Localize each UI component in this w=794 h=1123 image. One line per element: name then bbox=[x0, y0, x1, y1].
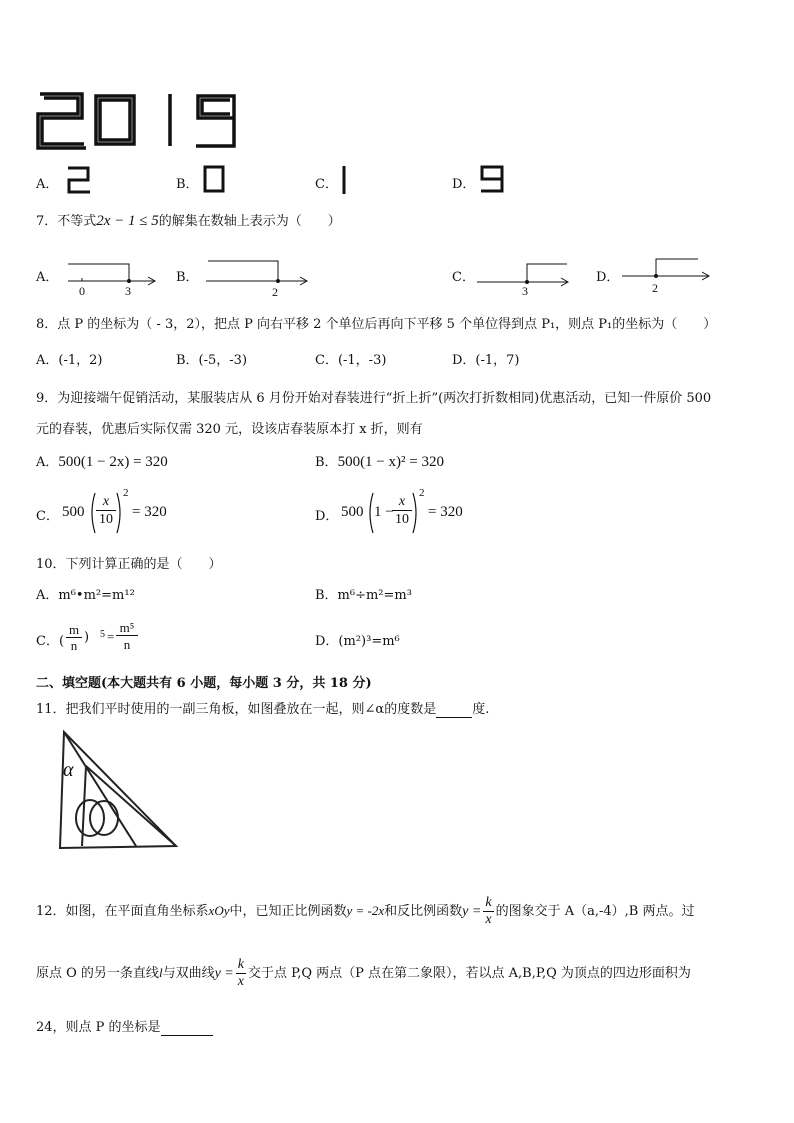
q7-inequality: 2x − 1 ≤ 5 bbox=[96, 213, 159, 229]
q10-c-denominator: n bbox=[70, 638, 78, 653]
digit-9-icon bbox=[478, 163, 506, 195]
q7-option-d-label: D． bbox=[596, 270, 620, 285]
q9-d-one-minus: 1 − bbox=[374, 504, 394, 520]
q12-l2-fn-pre: y = bbox=[214, 966, 234, 981]
q9-d-exponent: 2 bbox=[419, 487, 425, 499]
q10-c-rhs-numerator: m⁵ bbox=[116, 620, 138, 636]
q12-l2-num: k bbox=[237, 957, 244, 972]
q8-option-b: B．(-5，-3) bbox=[176, 353, 248, 368]
q6-option-b-label: B． bbox=[176, 177, 199, 192]
q9-d-denominator: 10 bbox=[395, 512, 409, 527]
q7-a-tick-3: 3 bbox=[125, 284, 131, 298]
q12-fn2-fraction bbox=[483, 895, 493, 928]
q6-option-a-label: A． bbox=[36, 177, 59, 192]
q12-fn2-pre: y = bbox=[462, 904, 482, 919]
q9-c-numerator: x bbox=[96, 493, 116, 511]
q9-stem-line2: 元的春装，优惠后实际仅需 320 元，设该店春装原本打 x 折，则有 bbox=[36, 422, 423, 437]
digits-2019-figure bbox=[36, 88, 246, 150]
q12-answer-blank[interactable] bbox=[161, 1020, 213, 1036]
q12-l2-a: 原点 O 的另一条直线 bbox=[36, 966, 159, 981]
q7-a-tick-0: 0 bbox=[79, 284, 85, 298]
q10-c-equals: = bbox=[107, 629, 115, 644]
q8-option-a: A．(-1，2) bbox=[36, 353, 103, 368]
q12-line2 bbox=[36, 953, 691, 994]
q9-c-denominator: 10 bbox=[99, 512, 113, 527]
q9-c-rhs: = 320 bbox=[132, 504, 167, 520]
q11-alpha-label: α bbox=[63, 759, 74, 781]
q11-text-post: 度. bbox=[472, 702, 490, 717]
q9-d-numerator: x bbox=[392, 493, 412, 511]
digit-2-icon bbox=[66, 165, 92, 195]
q10-c-numerator: m bbox=[66, 622, 82, 638]
q11-answer-blank[interactable] bbox=[436, 702, 472, 718]
q11-text-pre: 11．把我们平时使用的一副三角板，如图叠放在一起，则∠α的度数是 bbox=[36, 702, 437, 717]
q7-suffix: 的解集在数轴上表示为（ ） bbox=[158, 214, 341, 229]
q12-l2-b: 与双曲线 bbox=[162, 966, 215, 981]
q12-fn1: y = -2x bbox=[346, 903, 385, 918]
q9-option-b-label: B． bbox=[315, 455, 338, 470]
q9-option-b bbox=[315, 451, 444, 471]
q7-option-c-label: C． bbox=[452, 270, 475, 285]
q10-c-rhs-denominator: n bbox=[123, 637, 131, 652]
q7-d-tick-2: 2 bbox=[652, 281, 658, 295]
q12-line1 bbox=[36, 891, 694, 932]
q12-line-l: l bbox=[158, 965, 163, 980]
q7-prefix: 7．不等式 bbox=[36, 214, 97, 229]
q12-l1-a: 12．如图，在平面直角坐标系 bbox=[36, 904, 209, 919]
digit-1-icon bbox=[338, 164, 350, 196]
q9-stem-line1: 9．为迎接端午促销活动，某服装店从 6 月份开始对春装进行“折上折”(两次打折数相同)优惠活动，已知一件原价 500 bbox=[36, 391, 712, 406]
q9-option-c-coef: 500 bbox=[62, 504, 85, 520]
q11-stem bbox=[36, 698, 489, 718]
q12-fn2-num: k bbox=[485, 895, 492, 910]
triangle-set-squares-figure bbox=[56, 728, 182, 852]
q12-fn2-den: x bbox=[485, 912, 492, 927]
number-line-d bbox=[620, 256, 715, 296]
q9-option-d-label: D． bbox=[315, 509, 339, 524]
q10-stem: 10．下列计算正确的是（ ） bbox=[36, 557, 222, 572]
q9-d-rhs: = 320 bbox=[428, 504, 463, 520]
q7-option-a-label: A． bbox=[36, 270, 59, 285]
q9-option-d-fraction bbox=[392, 493, 412, 528]
q12-l2-fraction bbox=[236, 957, 246, 990]
q9-option-d-coef: 500 bbox=[341, 504, 364, 520]
q6-option-d-label: D． bbox=[452, 177, 476, 192]
q9-option-a-expr: 500(1 − 2x) = 320 bbox=[58, 454, 168, 470]
q8-stem: 8．点 P 的坐标为（ - 3，2），把点 P 向右平移 2 个单位后再向下平移 5 个单位得到点 P₁，则点 P₁的坐标为（ ） bbox=[36, 317, 717, 332]
q12-l1-d: 的图象交于 A（a,-4）,B 两点。过 bbox=[495, 904, 695, 919]
q9-option-a-label: A． bbox=[36, 455, 59, 470]
q12-l2-den: x bbox=[237, 974, 244, 989]
q12-xoy: xOy bbox=[208, 903, 230, 918]
q7-c-tick-3: 3 bbox=[522, 284, 528, 298]
q9-c-exponent: 2 bbox=[123, 487, 129, 499]
q9-d-left-paren bbox=[366, 492, 374, 534]
q7-stem bbox=[36, 210, 341, 230]
q12-l2-c: 交于点 P,Q 两点（P 点在第二象限），若以点 A,B,P,Q 为顶点的四边形面积为 bbox=[247, 966, 691, 981]
digit-0-icon bbox=[202, 164, 226, 194]
q12-l1-c: 和反比例函数 bbox=[384, 904, 463, 919]
q12-l1-b: 中，已知正比例函数 bbox=[229, 904, 347, 919]
q8-option-c: C．(-1，-3) bbox=[315, 353, 387, 368]
q9-option-b-expr: 500(1 − x)² = 320 bbox=[337, 454, 444, 470]
q9-option-c-fraction bbox=[96, 493, 116, 528]
q10-c-exponent: 5 bbox=[100, 629, 105, 640]
q10-option-a: A．m⁶•m²=m¹² bbox=[36, 588, 135, 603]
q9-c-left-paren bbox=[88, 492, 96, 534]
q9-option-c-label: C． bbox=[36, 509, 59, 524]
q10-c-fraction bbox=[66, 622, 82, 653]
q10-c-close: ) bbox=[84, 630, 90, 645]
number-line-b bbox=[204, 255, 314, 299]
q12-l3-text: 24，则点 P 的坐标是 bbox=[36, 1020, 161, 1035]
q8-option-d: D．(-1，7) bbox=[452, 353, 520, 368]
q12-line3 bbox=[36, 1016, 213, 1036]
q10-c-rhs-fraction bbox=[116, 620, 138, 653]
q9-option-a bbox=[36, 451, 168, 471]
q10-option-c-label: C．( bbox=[36, 634, 65, 649]
q10-option-d: D．(m²)³=m⁶ bbox=[315, 634, 400, 649]
section-2-title: 二、填空题(本大题共有 6 小题，每小题 3 分，共 18 分) bbox=[36, 676, 372, 691]
q7-b-tick-2: 2 bbox=[272, 285, 278, 299]
q6-option-c-label: C． bbox=[315, 177, 338, 192]
q7-option-b-label: B． bbox=[176, 270, 199, 285]
q10-option-b: B．m⁶÷m²=m³ bbox=[315, 588, 412, 603]
